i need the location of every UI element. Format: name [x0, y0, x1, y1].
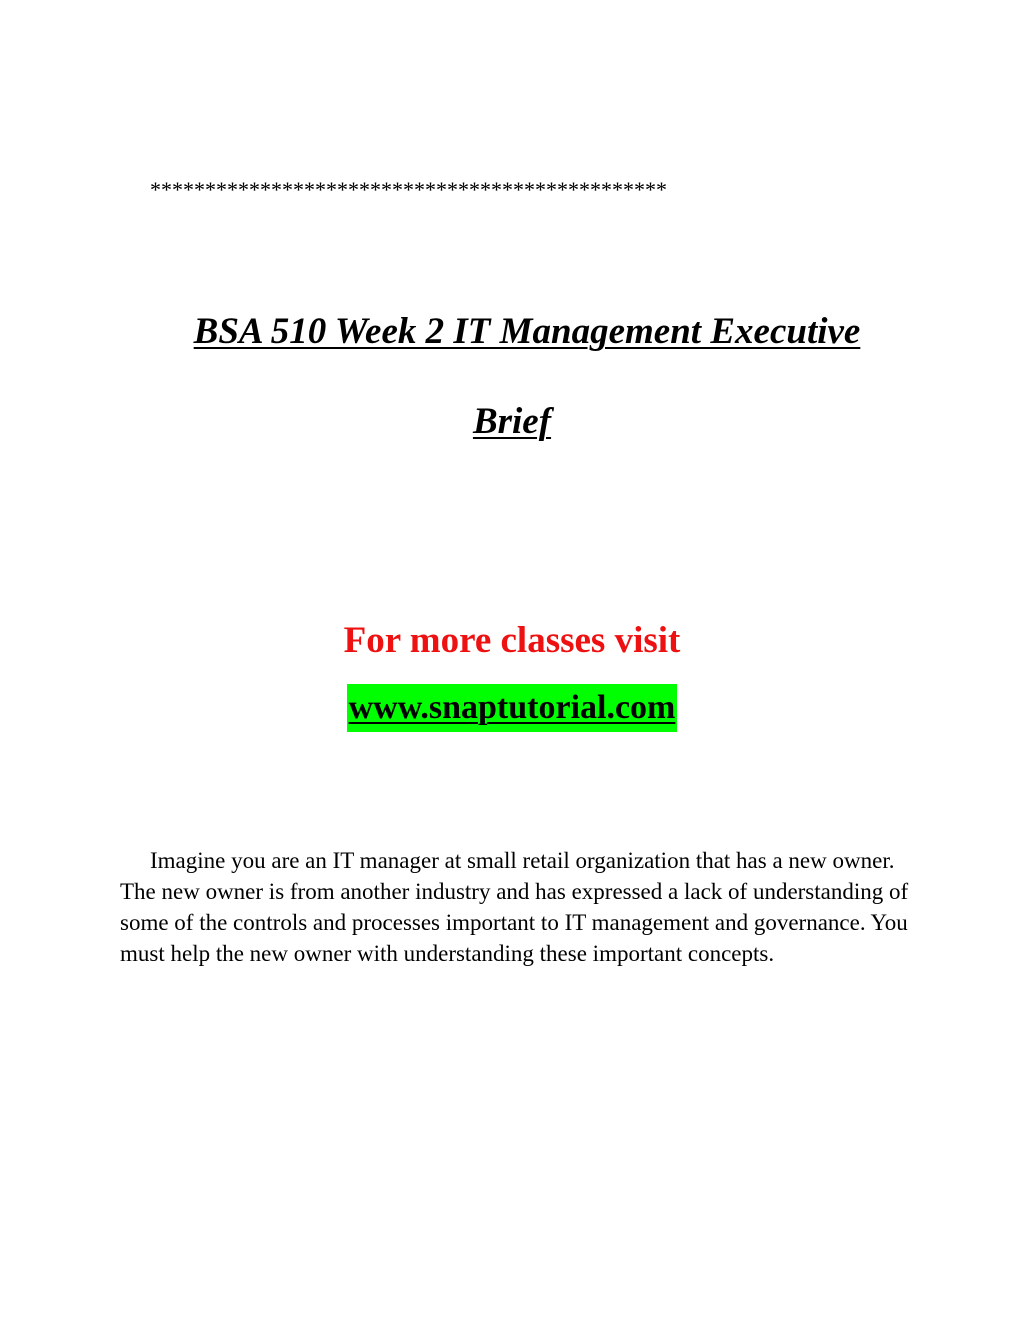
document-title-line2: Brief [472, 401, 552, 442]
promo-text: For more classes visit [343, 620, 681, 661]
promo-link[interactable]: www.snaptutorial.com [347, 684, 678, 732]
document-title-line1: BSA 510 Week 2 IT Management Executive [193, 311, 861, 352]
separator-stars: *********************************************** [150, 177, 667, 202]
body-paragraph: Imagine you are an IT manager at small retail organization that has a new owner. The new owner is from another industry and has expressed a lack of understanding of some of the controls and processes important to IT management and governance. You must help the new owner with understanding these important concepts. [120, 848, 909, 966]
promo-link-wrapper [0, 684, 1024, 732]
